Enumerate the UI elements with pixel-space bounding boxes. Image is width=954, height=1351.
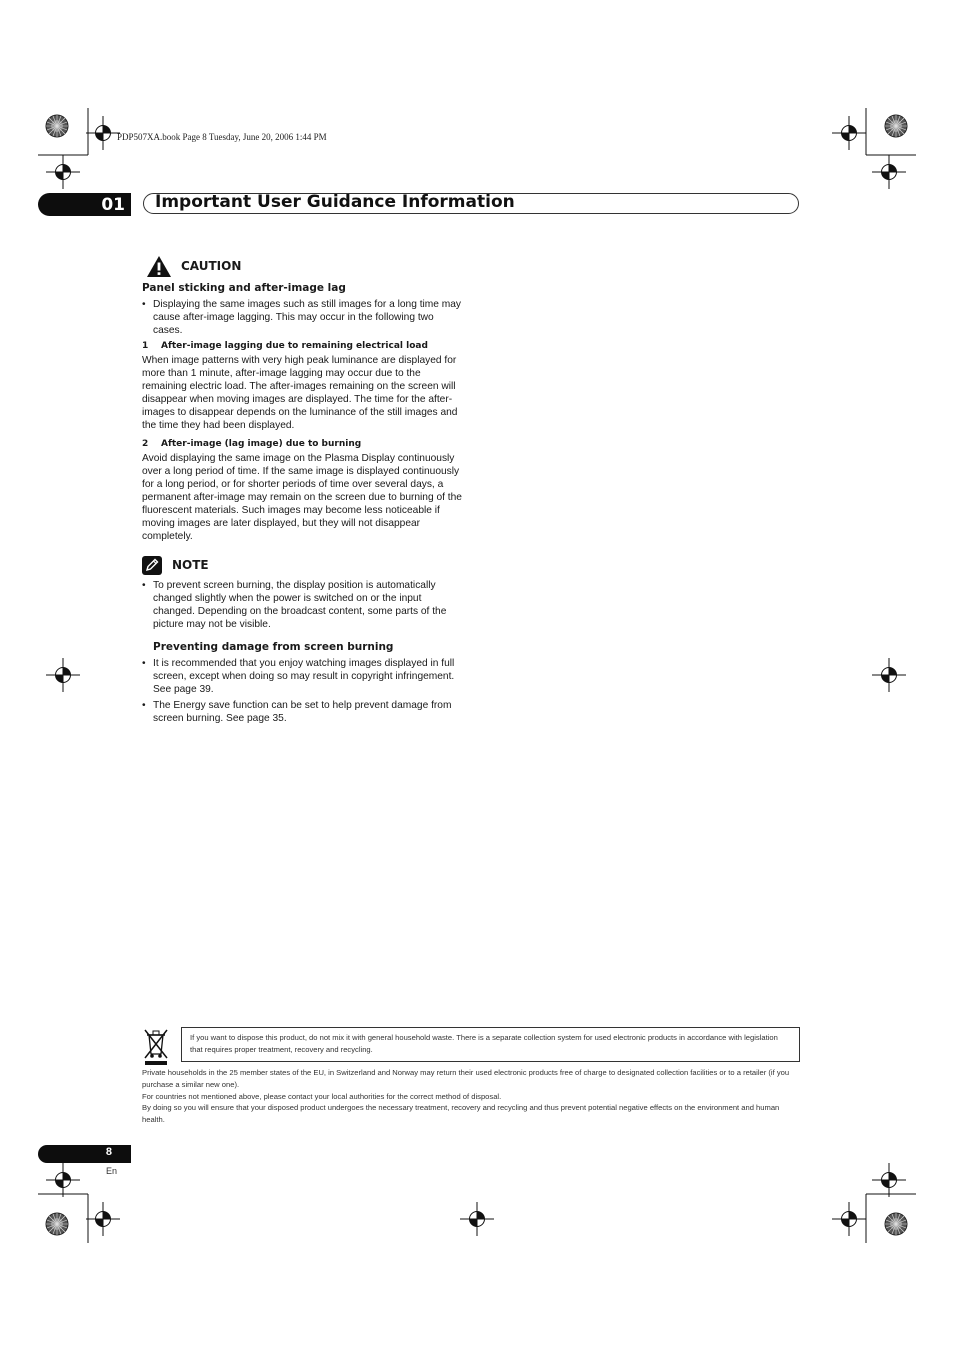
language-code: En xyxy=(106,1166,118,1176)
chapter-title-box xyxy=(143,193,799,214)
case1-text: When image patterns with very high peak luminance are displayed for more than 1 minute, after-image lagging may occur due to the remaining electric load. The after-images remaining on the screen will disappear when moving images are displayed. The time for the after-images to disappear depends on the luminance of the still images and the time they had been displayed. xyxy=(142,355,458,431)
page-number-badge xyxy=(38,1145,131,1163)
chapter-title: Important User Guidance Information xyxy=(155,192,515,212)
note-bullet-list xyxy=(142,579,464,631)
disposal-line: For countries not mentioned above, please contact your local authorities for the correct method of disposal. xyxy=(142,1091,502,1101)
case1-title: After-image lagging due to remaining electrical load xyxy=(161,341,428,351)
page-number: 8 xyxy=(105,1146,112,1158)
note-heading-row xyxy=(142,553,464,577)
case2-text: Avoid displaying the same image on the Plasma Display continuously over a long period of time. If the same image is displayed continuously for a long period, or for shorter periods of time over several days, a permanent after-image may remain on the screen due to burning of the fluorescent materials. Such images may become less noticeable if moving images are later displayed, but they will not disappear completely. xyxy=(142,453,462,542)
note-pencil-icon xyxy=(142,556,162,575)
case2-title: After-image (lag image) due to burning xyxy=(161,439,362,449)
disposal-line: Private households in the 25 member states of the EU, in Switzerland and Norway may return their used electronic products free of charge to designated collection facilities or to a retailer (if you purchase a similar new one). xyxy=(142,1068,790,1089)
disposal-info xyxy=(142,1067,802,1126)
list-item: • It is recommended that you enjoy watching images displayed in full screen, except when doing so may result in copyright infringement. See page 39. xyxy=(142,657,464,696)
preventing-heading: Preventing damage from screen burning xyxy=(153,641,394,653)
chapter-number: 01 xyxy=(101,195,125,215)
disposal-line: By doing so you will ensure that your disposed product undergoes the necessary treatment, recovery and recycling and thus prevent potential negative effects on the environment and human health. xyxy=(142,1103,780,1125)
chapter-badge xyxy=(38,193,131,216)
list-item: • The Energy save function can be set to help prevent damage from screen burning. See page 35. xyxy=(142,699,464,725)
caution-bullet-list xyxy=(142,298,464,337)
case2-number: 2 xyxy=(142,439,149,449)
case2-heading xyxy=(142,438,464,451)
warning-triangle-icon xyxy=(146,255,172,278)
list-item: • Displaying the same images such as still images for a long time may cause after-image lagging. This may occur in the following two cases. xyxy=(142,298,464,337)
main-column xyxy=(142,254,464,728)
list-item: • To prevent screen burning, the display position is automatically changed slightly when the power is switched on or the input changed. Depending on the broadcast content, some parts of the picture may not be visible. xyxy=(142,579,464,631)
case1-heading xyxy=(142,340,464,353)
caution-subheading: Panel sticking and after-image lag xyxy=(142,282,346,294)
preventing-bullet-list xyxy=(142,657,464,725)
note-heading: NOTE xyxy=(172,557,209,572)
print-header: PDP507XA.book Page 8 Tuesday, June 20, 2006 1:44 PM xyxy=(117,132,327,142)
case1-number: 1 xyxy=(142,341,149,351)
caution-heading-row xyxy=(146,254,464,278)
disposal-notice-box: If you want to dispose this product, do not mix it with general household waste. There is a separate collection system for used electronic products in accordance with legislation that requires proper treatment, recovery and recycling. xyxy=(181,1027,800,1062)
caution-heading: CAUTION xyxy=(181,258,242,273)
crossed-bin-weee-icon xyxy=(141,1027,171,1065)
